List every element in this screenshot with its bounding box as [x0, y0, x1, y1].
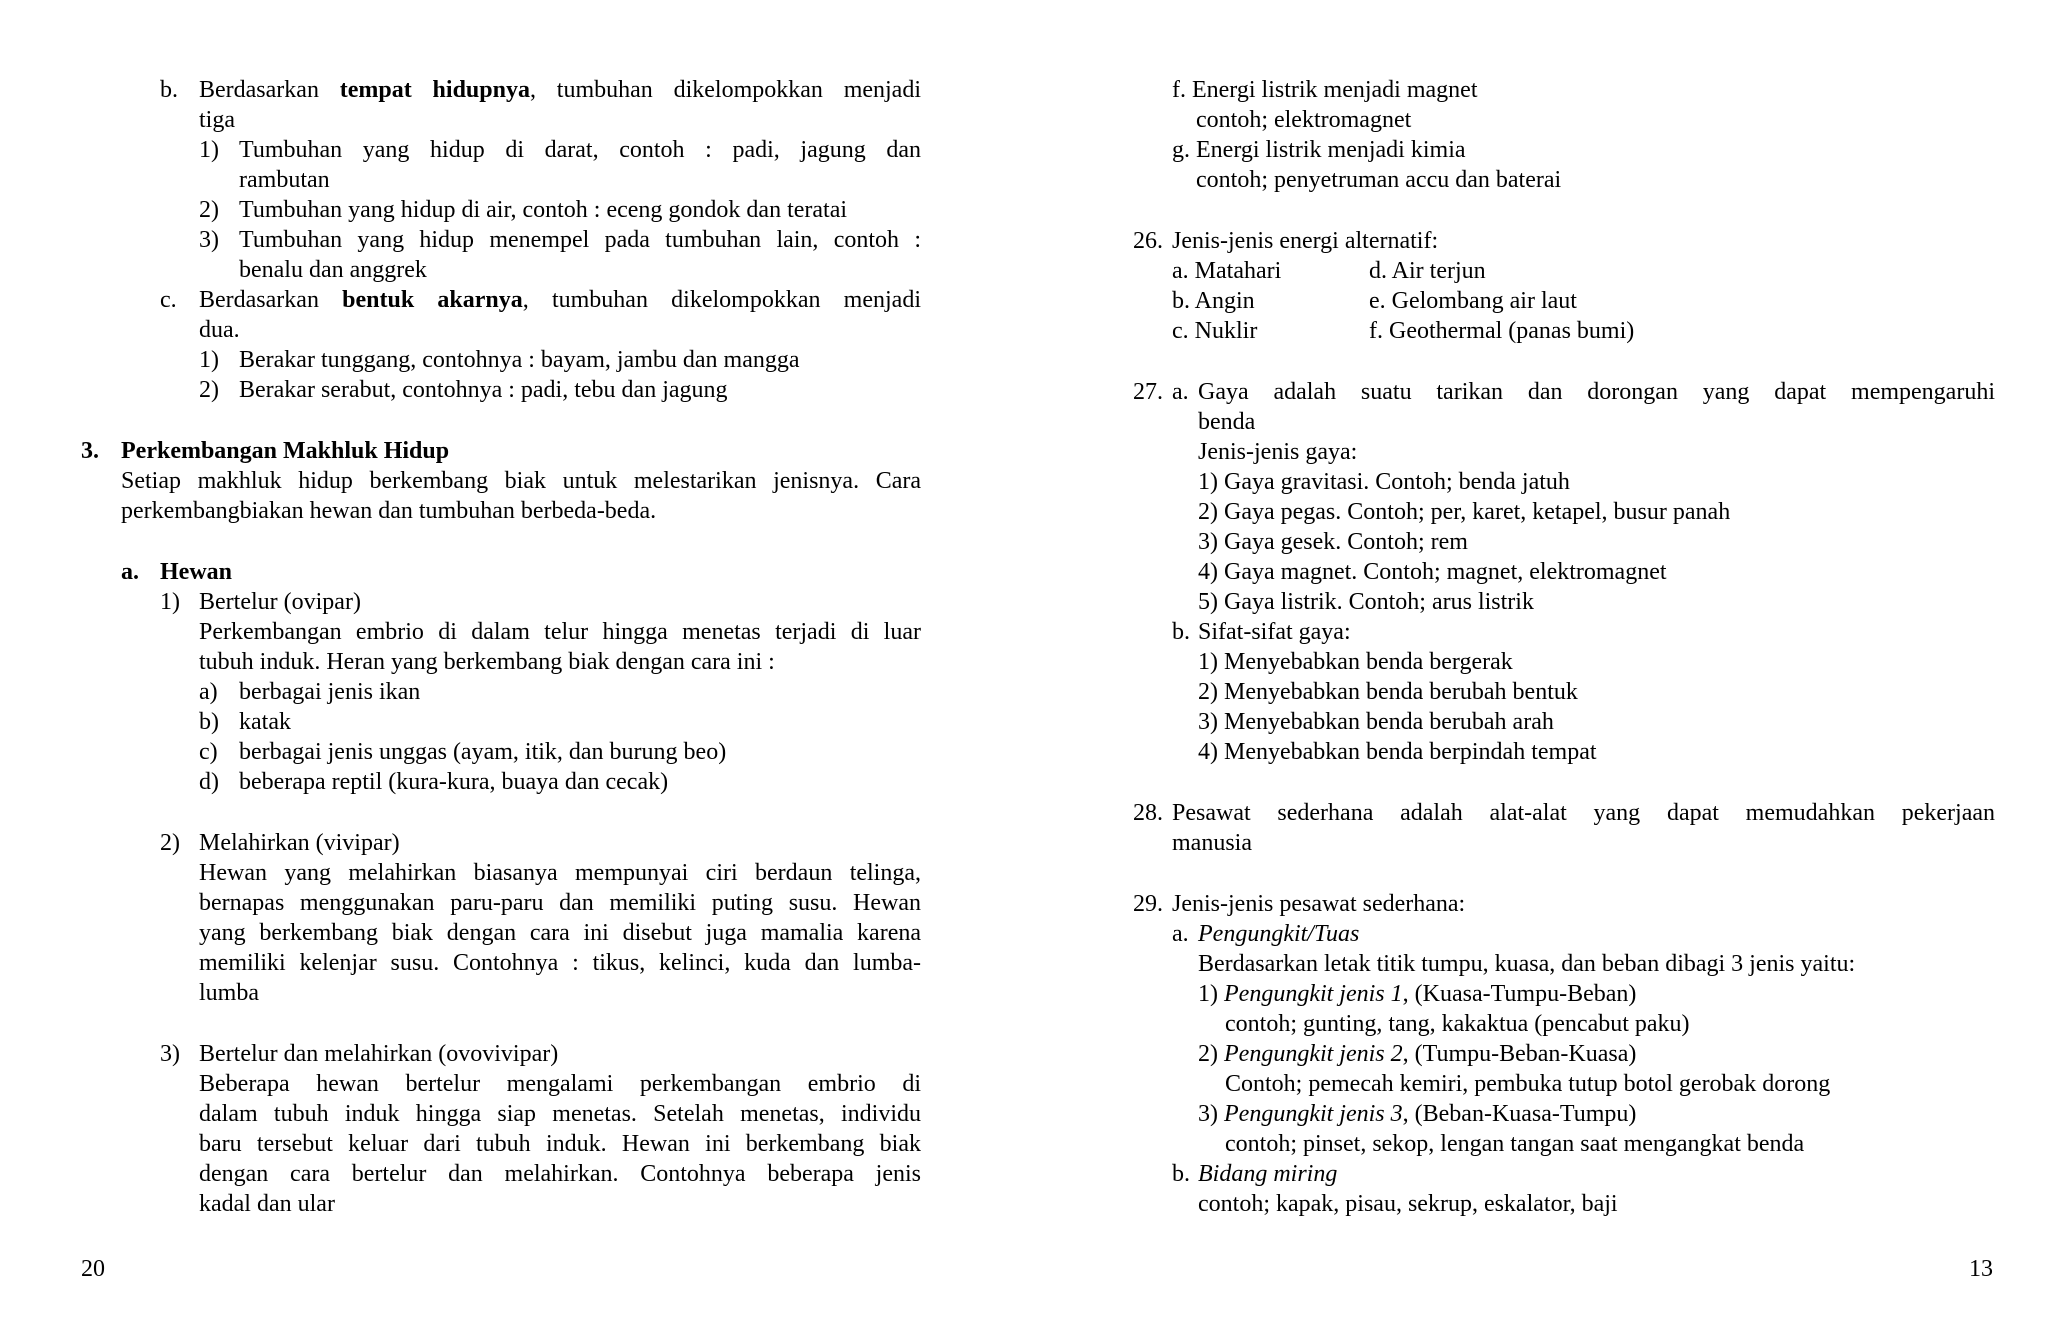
- q29-lever-3-example: contoh; pinset, sekop, lengan tangan saat mengangkat benda: [1225, 1131, 1805, 1157]
- ovipar-list-a-marker: a): [199, 679, 218, 705]
- vivipar-line1: Hewan yang melahirkan biasanya mempunyai ciri berdaun telinga,: [199, 860, 921, 886]
- item-c-text-cont: dua.: [199, 317, 240, 343]
- ovovivipar-title: Bertelur dan melahirkan (ovovivipar): [199, 1041, 559, 1067]
- q27-number: 27.: [1133, 379, 1163, 405]
- q27-type-4: 4) Gaya magnet. Contoh; magnet, elektromagnet: [1198, 559, 1667, 585]
- q26-col1-item2: b. Angin: [1172, 288, 1255, 314]
- ovipar-line1: Perkembangan embrio di dalam telur hingga menetas terjadi di luar: [199, 619, 921, 645]
- ovovivipar-marker: 3): [160, 1041, 180, 1067]
- section3-sub-a-title: Hewan: [160, 559, 232, 585]
- q29-number: 29.: [1133, 891, 1163, 917]
- vivipar-line2: bernapas menggunakan paru-paru dan memiliki puting susu. Hewan: [199, 890, 921, 916]
- q29-b-marker: b.: [1172, 1161, 1190, 1187]
- vivipar-line4: memiliki kelenjar susu. Contohnya : tikus, kelinci, kuda dan lumba-: [199, 950, 921, 976]
- vivipar-line3: yang berkembang biak dengan cara ini disebut juga mamalia karena: [199, 920, 921, 946]
- q27-b-title: Sifat-sifat gaya:: [1198, 619, 1351, 645]
- ovipar-title: Bertelur (ovipar): [199, 589, 361, 615]
- section3-sub-a-marker: a.: [121, 559, 139, 585]
- section3-intro-line1: Setiap makhluk hidup berkembang biak untuk melestarikan jenisnya. Cara: [121, 468, 921, 494]
- q26-col1-item1: a. Matahari: [1172, 258, 1282, 284]
- q26-col2-item3: f. Geothermal (panas bumi): [1369, 318, 1635, 344]
- item-b-sub1-marker: 1): [199, 137, 219, 163]
- item-b-marker: b.: [160, 77, 178, 103]
- item-f-title: f. Energi listrik menjadi magnet: [1172, 77, 1478, 103]
- item-c-text: Berdasarkan bentuk akarnya, tumbuhan dikelompokkan menjadi: [199, 287, 921, 313]
- q27-type-2: 2) Gaya pegas. Contoh; per, karet, ketapel, busur panah: [1198, 499, 1731, 525]
- q28-line2: manusia: [1172, 830, 1252, 856]
- q29-a-marker: a.: [1172, 921, 1189, 947]
- q27-a-marker: a.: [1172, 379, 1189, 405]
- vivipar-title: Melahirkan (vivipar): [199, 830, 400, 856]
- q26-title: Jenis-jenis energi alternatif:: [1172, 228, 1439, 254]
- q27-types-title: Jenis-jenis gaya:: [1198, 439, 1358, 465]
- item-c-sub2-line1: Berakar serabut, contohnya : padi, tebu dan jagung: [239, 377, 728, 403]
- item-b-sub3-line1: Tumbuhan yang hidup menempel pada tumbuhan lain, contoh :: [239, 227, 921, 253]
- q29-lever-1-example: contoh; gunting, tang, kakaktua (pencabut paku): [1225, 1011, 1690, 1037]
- q28-line1: Pesawat sederhana adalah alat-alat yang dapat memudahkan pekerjaan: [1172, 800, 1995, 826]
- ovipar-marker: 1): [160, 589, 180, 615]
- q27-prop-2: 2) Menyebabkan benda berubah bentuk: [1198, 679, 1578, 705]
- q29-a-desc: Berdasarkan letak titik tumpu, kuasa, dan beban dibagi 3 jenis yaitu:: [1198, 951, 1856, 977]
- item-g-title: g. Energi listrik menjadi kimia: [1172, 137, 1466, 163]
- ovipar-list-b-marker: b): [199, 709, 219, 735]
- page-number-left: 20: [81, 1256, 105, 1282]
- q29-lever-2-example: Contoh; pemecah kemiri, pembuka tutup botol gerobak dorong: [1225, 1071, 1831, 1097]
- q27-type-5: 5) Gaya listrik. Contoh; arus listrik: [1198, 589, 1534, 615]
- q27-a-line2: benda: [1198, 409, 1256, 435]
- item-c-marker: c.: [160, 287, 177, 313]
- item-b-text-cont: tiga: [199, 107, 235, 133]
- ovipar-line2: tubuh induk. Heran yang berkembang biak dengan cara ini :: [199, 649, 775, 675]
- q29-title: Jenis-jenis pesawat sederhana:: [1172, 891, 1466, 917]
- item-b-sub3-marker: 3): [199, 227, 219, 253]
- q27-b-marker: b.: [1172, 619, 1190, 645]
- vivipar-line5: lumba: [199, 980, 259, 1006]
- ovipar-list-c: berbagai jenis unggas (ayam, itik, dan burung beo): [239, 739, 727, 765]
- item-b-sub2-line1: Tumbuhan yang hidup di air, contoh : eceng gondok dan teratai: [239, 197, 848, 223]
- vivipar-marker: 2): [160, 830, 180, 856]
- item-b-text: Berdasarkan tempat hidupnya, tumbuhan dikelompokkan menjadi: [199, 77, 922, 103]
- q29-a-title: Pengungkit/Tuas: [1198, 921, 1360, 947]
- q29-b-title: Bidang miring: [1198, 1161, 1338, 1187]
- item-f-example: contoh; elektromagnet: [1196, 107, 1412, 133]
- q29-lever-2: 2) Pengungkit jenis 2, (Tumpu-Beban-Kuasa): [1198, 1041, 1637, 1067]
- item-g-example: contoh; penyetruman accu dan baterai: [1196, 167, 1562, 193]
- item-b-sub2-marker: 2): [199, 197, 219, 223]
- q26-col1-item3: c. Nuklir: [1172, 318, 1258, 344]
- q27-type-3: 3) Gaya gesek. Contoh; rem: [1198, 529, 1468, 555]
- right-page: [1024, 0, 2048, 1335]
- q27-prop-4: 4) Menyebabkan benda berpindah tempat: [1198, 739, 1597, 765]
- ovovivipar-line2: dalam tubuh induk hingga siap menetas. Setelah menetas, individu: [199, 1101, 921, 1127]
- ovipar-list-a: berbagai jenis ikan: [239, 679, 421, 705]
- q26-col2-item1: d. Air terjun: [1369, 258, 1486, 284]
- ovipar-list-d: beberapa reptil (kura-kura, buaya dan cecak): [239, 769, 669, 795]
- q28-number: 28.: [1133, 800, 1163, 826]
- item-c-sub1-line1: Berakar tunggang, contohnya : bayam, jambu dan mangga: [239, 347, 800, 373]
- ovovivipar-line5: kadal dan ular: [199, 1191, 335, 1217]
- ovipar-list-c-marker: c): [199, 739, 218, 765]
- q27-prop-3: 3) Menyebabkan benda berubah arah: [1198, 709, 1554, 735]
- ovovivipar-line3: baru tersebut keluar dari tubuh induk. Hewan ini berkembang biak: [199, 1131, 921, 1157]
- q26-col2-item2: e. Gelombang air laut: [1369, 288, 1577, 314]
- q29-b-example: contoh; kapak, pisau, sekrup, eskalator, baji: [1198, 1191, 1618, 1217]
- item-c-sub2-marker: 2): [199, 377, 219, 403]
- q27-prop-1: 1) Menyebabkan benda bergerak: [1198, 649, 1513, 675]
- ovovivipar-line1: Beberapa hewan bertelur mengalami perkembangan embrio di: [199, 1071, 921, 1097]
- item-b-sub3-line2: benalu dan anggrek: [239, 257, 427, 283]
- q29-lever-1: 1) Pengungkit jenis 1, (Kuasa-Tumpu-Beban): [1198, 981, 1637, 1007]
- item-c-sub1-marker: 1): [199, 347, 219, 373]
- ovipar-list-d-marker: d): [199, 769, 219, 795]
- ovipar-list-b: katak: [239, 709, 291, 735]
- q27-type-1: 1) Gaya gravitasi. Contoh; benda jatuh: [1198, 469, 1570, 495]
- ovovivipar-line4: dengan cara bertelur dan melahirkan. Contohnya beberapa jenis: [199, 1161, 921, 1187]
- section3-intro-line2: perkembangbiakan hewan dan tumbuhan berbeda-beda.: [121, 498, 657, 524]
- section3-title: Perkembangan Makhluk Hidup: [121, 438, 450, 464]
- section3-number: 3.: [81, 438, 99, 464]
- q26-number: 26.: [1133, 228, 1163, 254]
- q27-a-line1: Gaya adalah suatu tarikan dan dorongan yang dapat mempengaruhi: [1198, 379, 1995, 405]
- item-b-sub1-line1: Tumbuhan yang hidup di darat, contoh : padi, jagung dan: [239, 137, 921, 163]
- q29-lever-3: 3) Pengungkit jenis 3, (Beban-Kuasa-Tumpu): [1198, 1101, 1637, 1127]
- page-number-right: 13: [1969, 1256, 1993, 1282]
- item-b-sub1-line2: rambutan: [239, 167, 330, 193]
